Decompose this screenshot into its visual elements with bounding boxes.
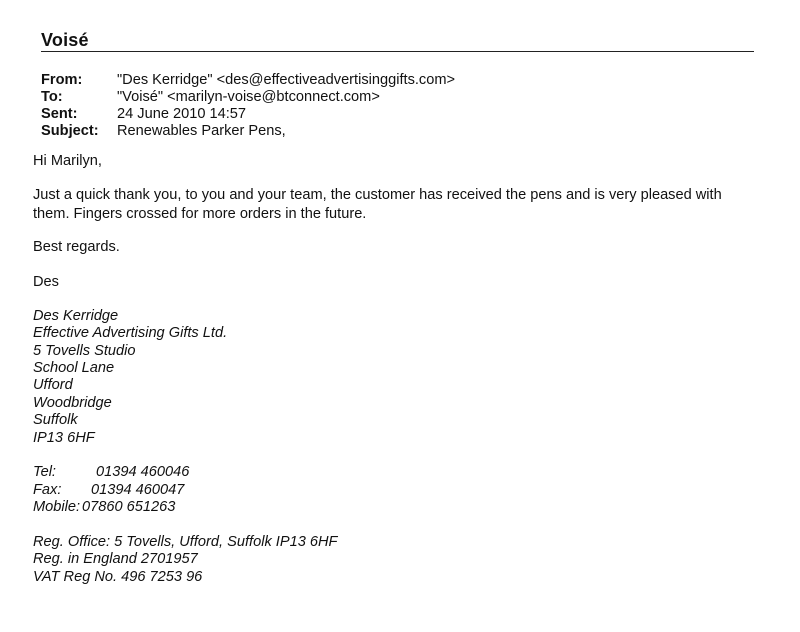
tel-label: Tel: bbox=[33, 464, 56, 480]
signature-address-line: School Lane bbox=[33, 360, 115, 376]
to-value: "Voisé" <marilyn-voise@btconnect.com> bbox=[117, 89, 380, 105]
signature-address-line: Woodbridge bbox=[33, 395, 112, 411]
signature-name: Des Kerridge bbox=[33, 308, 119, 324]
signature-address-line: Suffolk bbox=[33, 412, 78, 428]
signature-address-line: 5 Tovells Studio bbox=[33, 343, 136, 359]
body-paragraph-line-2: them. Fingers crossed for more orders in the future. bbox=[33, 206, 367, 222]
signature-company: Effective Advertising Gifts Ltd. bbox=[33, 325, 228, 341]
tel-value: 01394 460046 bbox=[96, 464, 190, 480]
signature-postcode: IP13 6HF bbox=[33, 430, 95, 446]
fax-value: 01394 460047 bbox=[91, 482, 185, 498]
sent-value: 24 June 2010 14:57 bbox=[117, 106, 247, 122]
greeting: Hi Marilyn, bbox=[33, 153, 102, 169]
from-label: From: bbox=[41, 72, 83, 88]
body-paragraph-line-1: Just a quick thank you, to you and your team, the customer has received the pens and is very pleased with bbox=[33, 187, 722, 203]
subject-label: Subject: bbox=[41, 123, 99, 139]
sent-label: Sent: bbox=[41, 106, 78, 122]
to-label: To: bbox=[41, 89, 63, 105]
closing: Best regards. bbox=[33, 239, 120, 255]
mobile-value: 07860 651263 bbox=[82, 499, 176, 515]
page-title: Voisé bbox=[41, 30, 89, 50]
title-divider bbox=[41, 51, 754, 52]
fax-label: Fax: bbox=[33, 482, 62, 498]
from-value: "Des Kerridge" <des@effectiveadvertisinggifts.com> bbox=[117, 72, 456, 88]
mobile-label: Mobile: bbox=[33, 499, 81, 515]
subject-value: Renewables Parker Pens, bbox=[117, 123, 286, 139]
reg-england: Reg. in England 2701957 bbox=[33, 551, 198, 567]
signature-address-line: Ufford bbox=[33, 377, 73, 393]
vat-number: VAT Reg No. 496 7253 96 bbox=[33, 569, 203, 585]
sender-name: Des bbox=[33, 274, 59, 290]
reg-office: Reg. Office: 5 Tovells, Ufford, Suffolk IP13 6HF bbox=[33, 534, 338, 550]
